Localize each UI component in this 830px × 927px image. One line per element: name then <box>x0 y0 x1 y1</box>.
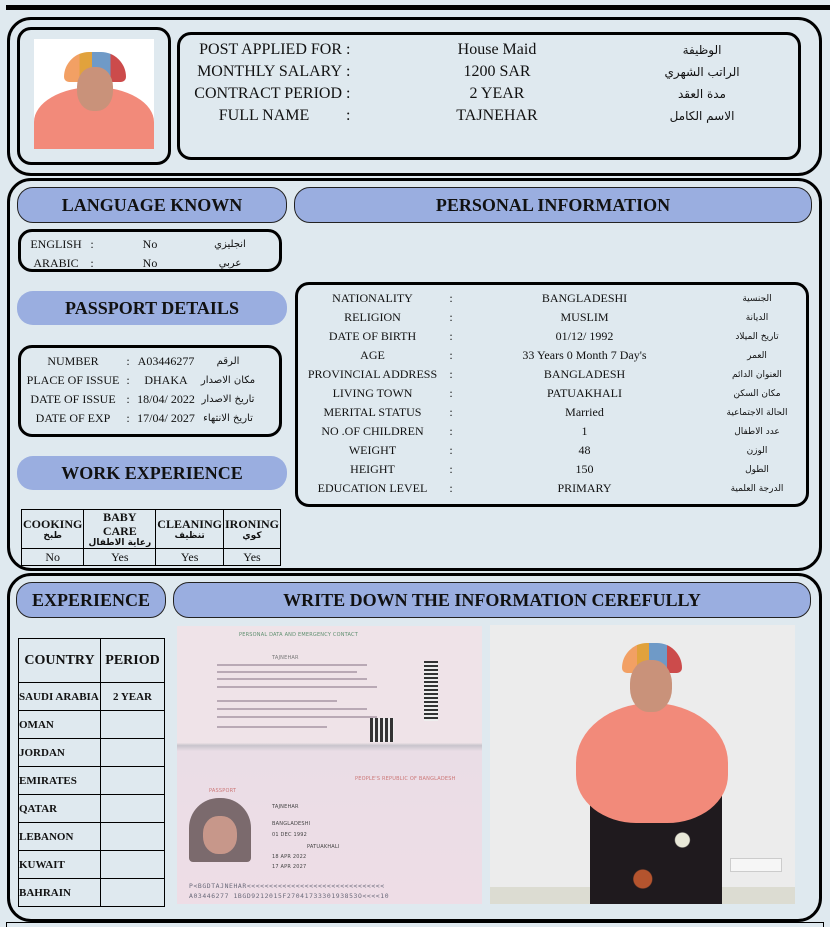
work-experience-table <box>21 509 281 566</box>
experience-period <box>101 795 165 823</box>
summary-arabic: مدة العقد <box>678 87 726 101</box>
experience-period <box>101 739 165 767</box>
work-column-en: BABY CARE <box>102 510 137 538</box>
country-column-header: COUNTRY <box>19 639 101 683</box>
personal-arabic: مكان السكن <box>733 388 781 399</box>
work-column-value: No <box>22 549 84 566</box>
experience-period <box>101 851 165 879</box>
personal-arabic: الوزن <box>746 445 768 456</box>
passport-row <box>24 371 258 390</box>
passport-arabic: الرقم <box>216 356 240 367</box>
experience-country: SAUDI ARABIA <box>19 683 101 711</box>
passport-arabic: مكان الاصدار <box>200 375 256 386</box>
personal-row <box>305 308 807 327</box>
summary-value: House Maid <box>457 41 537 58</box>
experience-row <box>19 851 165 879</box>
summary-colon: : <box>346 107 351 124</box>
experience-country: JORDAN <box>19 739 101 767</box>
personal-value: 33 Years 0 Month 7 Day's <box>522 348 647 362</box>
personal-value: PRIMARY <box>557 481 612 495</box>
passport-row <box>24 352 258 371</box>
passport-scan-issue: 18 APR 2022 <box>272 854 307 860</box>
passport-row <box>24 409 258 428</box>
work-experience-header: WORK EXPERIENCE <box>17 456 287 490</box>
summary-row <box>186 40 786 60</box>
passport-scan-place: PATUAKHALI <box>307 844 340 850</box>
passport-mrz-line-2: A03446277 1BGD9212015F2704173330193853O<<<<10 <box>189 892 390 900</box>
passport-details-header: PASSPORT DETAILS <box>17 291 287 325</box>
personal-colon: : <box>449 481 453 495</box>
personal-label: LIVING TOWN <box>332 386 413 400</box>
personal-label: AGE <box>360 348 385 362</box>
summary-value: 1200 SAR <box>463 63 531 80</box>
experience-period <box>101 823 165 851</box>
work-column-en: COOKING <box>23 517 83 531</box>
passport-colon: : <box>126 411 130 425</box>
work-column-header <box>22 510 84 549</box>
work-column-ar: تنظيف <box>174 531 205 541</box>
work-column-en: IRONING <box>224 517 279 531</box>
personal-label: EDUCATION LEVEL <box>317 481 428 495</box>
language-arabic: عربي <box>218 258 242 269</box>
passport-scan-doc-label: PASSPORT <box>209 788 237 794</box>
experience-period: 2 YEAR <box>101 683 165 711</box>
personal-colon: : <box>449 405 453 419</box>
personal-row <box>305 479 807 498</box>
summary-arabic: الوظيفة <box>682 43 722 57</box>
experience-country: OMAN <box>19 711 101 739</box>
personal-value: 48 <box>578 443 591 457</box>
personal-value: BANGLADESH <box>543 367 626 381</box>
personal-row <box>305 346 807 365</box>
work-column-value: Yes <box>84 549 156 566</box>
experience-country: BAHRAIN <box>19 879 101 907</box>
personal-label: MERITAL STATUS <box>323 405 422 419</box>
experience-country: LEBANON <box>19 823 101 851</box>
experience-table <box>18 638 165 907</box>
passport-arabic: تاريخ الانتهاء <box>203 413 253 424</box>
work-column-ar: رعاية الاطفال <box>88 538 152 548</box>
personal-value: 150 <box>575 462 594 476</box>
language-arabic: انجليزي <box>214 239 246 250</box>
work-column-value: Yes <box>223 549 280 566</box>
language-known-header: LANGUAGE KNOWN <box>17 187 287 223</box>
language-row <box>28 254 260 273</box>
summary-label: CONTRACT PERIOD <box>194 85 342 102</box>
personal-label: NATIONALITY <box>332 291 413 305</box>
personal-arabic: الحالة الاجتماعية <box>726 407 788 418</box>
passport-label: DATE OF ISSUE <box>30 392 116 406</box>
notice-header: WRITE DOWN THE INFORMATION CEREFULLY <box>173 582 811 618</box>
personal-label: DATE OF BIRTH <box>328 329 417 343</box>
passport-colon: : <box>126 392 130 406</box>
summary-label: MONTHLY SALARY <box>197 63 342 80</box>
experience-row <box>19 767 165 795</box>
summary-arabic: الاسم الكامل <box>669 109 735 123</box>
personal-arabic: الديانة <box>745 312 769 323</box>
experience-country: EMIRATES <box>19 767 101 795</box>
personal-information-header: PERSONAL INFORMATION <box>294 187 812 223</box>
experience-row <box>19 739 165 767</box>
passport-value: A03446277 <box>137 354 195 368</box>
personal-label: NO .OF CHILDREN <box>321 424 424 438</box>
summary-label: POST APPLIED FOR <box>199 41 342 58</box>
personal-arabic: الطول <box>745 464 769 475</box>
personal-value: BANGLADESHI <box>541 291 628 305</box>
summary-colon: : <box>346 85 351 102</box>
passport-value: 17/04/ 2027 <box>137 411 195 425</box>
work-column-header <box>156 510 224 549</box>
language-label: ENGLISH <box>30 237 82 251</box>
experience-period <box>101 767 165 795</box>
personal-colon: : <box>449 291 453 305</box>
experience-row <box>19 711 165 739</box>
experience-country: QATAR <box>19 795 101 823</box>
language-value: No <box>142 256 158 270</box>
passport-scan-image <box>177 626 482 904</box>
summary-value: TAJNEHAR <box>456 107 538 124</box>
summary-arabic: الراتب الشهري <box>664 65 740 79</box>
passport-scan-name: TAJNEHAR <box>272 804 299 810</box>
work-column-ar: كوي <box>242 531 262 541</box>
passport-label: DATE OF EXP <box>35 411 111 425</box>
personal-arabic: عدد الاطفال <box>734 426 780 437</box>
passport-scan-nationality: BANGLADESHI <box>272 821 311 827</box>
experience-period <box>101 879 165 907</box>
summary-value: 2 YEAR <box>469 85 525 102</box>
passport-colon: : <box>126 373 130 387</box>
personal-row <box>305 289 807 308</box>
personal-colon: : <box>449 462 453 476</box>
experience-row <box>19 683 165 711</box>
personal-colon: : <box>449 310 453 324</box>
passport-scan-name-top: TAJNEHAR <box>272 655 299 661</box>
personal-label: PROVINCIAL ADDRESS <box>307 367 438 381</box>
language-row <box>28 235 260 254</box>
personal-arabic: العمر <box>747 350 767 361</box>
personal-colon: : <box>449 386 453 400</box>
language-colon: : <box>90 256 94 270</box>
personal-row <box>305 422 807 441</box>
personal-colon: : <box>449 367 453 381</box>
full-body-photo <box>490 625 795 904</box>
personal-colon: : <box>449 329 453 343</box>
experience-header: EXPERIENCE <box>16 582 166 618</box>
personal-value: 01/12/ 1992 <box>555 329 614 343</box>
language-value: No <box>142 237 158 251</box>
personal-value: PATUAKHALI <box>547 386 622 400</box>
passport-mrz-line-1: P<BGDTAJNEHAR<<<<<<<<<<<<<<<<<<<<<<<<<<<<<<< <box>189 882 385 890</box>
personal-value: 1 <box>581 424 588 438</box>
passport-scan-country: PEOPLE'S REPUBLIC OF BANGLADESH <box>355 776 456 782</box>
personal-label: RELIGION <box>344 310 401 324</box>
top-border <box>6 5 830 10</box>
personal-colon: : <box>449 348 453 362</box>
passport-scan-dob: 01 DEC 1992 <box>272 832 307 838</box>
language-label: ARABIC <box>33 256 79 270</box>
personal-row <box>305 365 807 384</box>
experience-row <box>19 795 165 823</box>
summary-row <box>186 84 786 104</box>
portrait-photo <box>34 39 154 149</box>
experience-period <box>101 711 165 739</box>
summary-row <box>186 106 786 126</box>
passport-scan-heading: PERSONAL DATA AND EMERGENCY CONTACT <box>239 632 359 638</box>
qr-code-icon <box>370 718 394 742</box>
summary-colon: : <box>346 41 351 58</box>
personal-row <box>305 403 807 422</box>
personal-row <box>305 384 807 403</box>
period-column-header: PERIOD <box>101 639 165 683</box>
barcode-icon <box>424 661 438 721</box>
passport-arabic: تاريخ الاصدار <box>201 394 255 405</box>
work-column-header <box>223 510 280 549</box>
personal-arabic: تاريخ الميلاد <box>735 331 779 342</box>
personal-row <box>305 460 807 479</box>
experience-row <box>19 879 165 907</box>
work-column-en: CLEANING <box>157 517 222 531</box>
personal-arabic: العنوان الدائم <box>732 369 782 380</box>
personal-colon: : <box>449 424 453 438</box>
passport-row <box>24 390 258 409</box>
personal-value: MUSLIM <box>560 310 609 324</box>
work-column-header <box>84 510 156 549</box>
summary-label: FULL NAME <box>218 107 310 124</box>
personal-arabic: الجنسية <box>742 293 772 304</box>
personal-label: WEIGHT <box>348 443 397 457</box>
personal-row <box>305 327 807 346</box>
experience-row <box>19 823 165 851</box>
personal-arabic: الدرجة العلمية <box>730 483 784 494</box>
summary-colon: : <box>346 63 351 80</box>
passport-label: NUMBER <box>47 354 99 368</box>
personal-row <box>305 441 807 460</box>
personal-label: HEIGHT <box>350 462 395 476</box>
passport-value: DHAKA <box>144 373 188 387</box>
passport-scan-expiry: 17 APR 2027 <box>272 864 307 870</box>
passport-label: PLACE OF ISSUE <box>26 373 120 387</box>
passport-colon: : <box>126 354 130 368</box>
summary-row <box>186 62 786 82</box>
work-column-ar: طبخ <box>43 531 62 541</box>
experience-country: KUWAIT <box>19 851 101 879</box>
language-colon: : <box>90 237 94 251</box>
personal-colon: : <box>449 443 453 457</box>
personal-value: Married <box>565 405 604 419</box>
passport-value: 18/04/ 2022 <box>137 392 195 406</box>
work-column-value: Yes <box>156 549 224 566</box>
bottom-border <box>6 922 824 927</box>
